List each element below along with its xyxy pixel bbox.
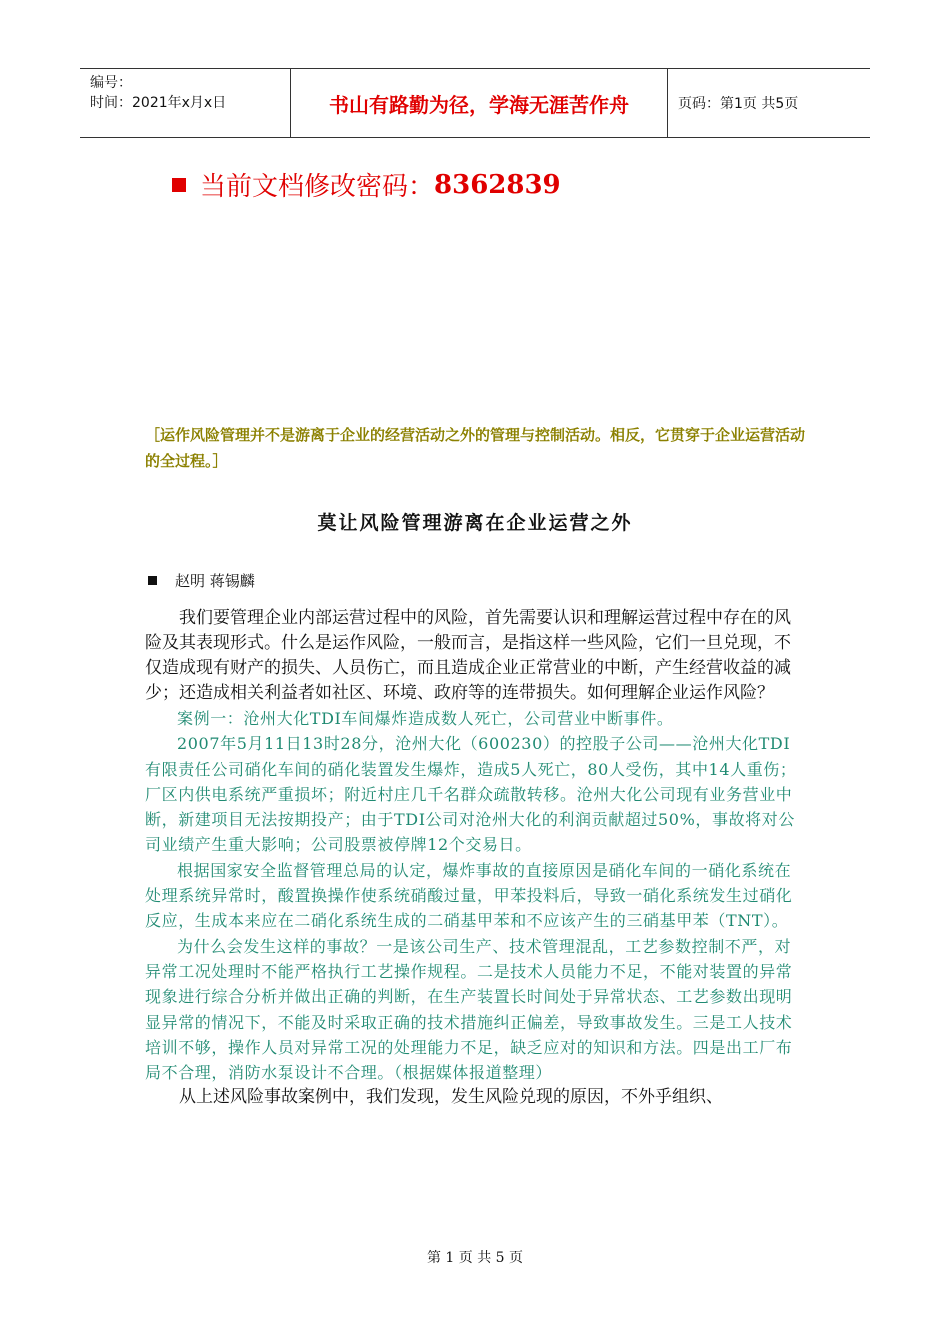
paragraph-case-title: 案例一：沧州大化TDI车间爆炸造成数人死亡，公司营业中断事件。	[177, 709, 674, 728]
author-line	[148, 570, 255, 591]
header-motto: 书山有路勤为径，学海无涯苦作舟	[291, 69, 668, 137]
authors: 赵明 蒋锡麟	[175, 572, 255, 590]
square-bullet-icon	[148, 576, 157, 585]
paragraph-intro: 我们要管理企业内部运营过程中的风险，首先需要认识和理解运营过程中存在的风险及其表现形式。什么是运作风险，一般而言，是指这样一些风险，它们一旦兑现，不仅造成现有财产的损失、人员伤亡，而且造成企业正常营业的中断，产生经营收益的减少；还造成相关利益者如社区、环境、政府等的连带损失。如何理解企业运作风险？	[145, 608, 791, 703]
paragraph-case-analysis: 为什么会发生这样的事故？一是该公司生产、技术管理混乱，工艺参数控制不严，对异常工况处理时不能严格执行工艺操作规程。二是技术人员能力不足，不能对装置的异常现象进行综合分析并做出正确的判断，在生产装置长时间处于异常状态、工艺参数出现明显异常的情况下，不能及时采取正确的技术措施纠正偏差，导致事故发生。三是工人技术培训不够，操作人员对异常工况的处理能力不足，缺乏应对的知识和方法。四是出工厂布局不合理，消防水泵设计不合理。（根据媒体报道整理）	[145, 936, 793, 1083]
time-label: 时间：2021年x月x日	[90, 95, 227, 111]
square-bullet-icon	[172, 178, 186, 192]
document-title: 莫让风险管理游离在企业运营之外	[317, 512, 633, 534]
paragraph-conclusion: 从上述风险事故案例中，我们发现，发生风险兑现的原因，不外乎组织、	[179, 1087, 723, 1108]
abstract: ［运作风险管理并不是游离于企业的经营活动之外的管理与控制活动。相反，它贯穿于企业运营活动的全过程。］	[145, 426, 806, 470]
number-label: 编号：	[90, 75, 132, 91]
paragraph-case-detail: 2007年5月11日13时28分，沧州大化（600230）的控股子公司——沧州大化TDI有限责任公司硝化车间的硝化装置发生爆炸，造成5人死亡，80人受伤，其中14人重伤；厂区内供电系统严重损坏；附近村庄几千名群众疏散转移。沧州大化公司现有业务营业中断，新建项目无法按期投产；由于TDI公司对沧州大化的利润贡献超过50%，事故将对公司业绩产生重大影响；公司股票被停牌12个交易日。	[145, 734, 797, 855]
header-table	[80, 68, 870, 138]
password-label: 当前文档修改密码：	[200, 172, 435, 202]
page-footer: 第 1 页 共 5 页	[426, 1250, 524, 1266]
header-page-info: 页码：第1页 共5页	[678, 96, 799, 112]
password-notice	[172, 166, 561, 203]
header-meta	[80, 69, 291, 137]
paragraph-case-cause: 根据国家安全监督管理总局的认定，爆炸事故的直接原因是硝化车间的一硝化系统在处理系统异常时，酸置换操作使系统硝酸过量，甲苯投料后，导致一硝化系统发生过硝化反应，生成本来应在二硝化系统生成的二硝基甲苯和不应该产生的三硝基甲苯（TNT）。	[145, 860, 793, 931]
password-code: 8362839	[434, 169, 561, 200]
article-body	[145, 606, 805, 1110]
